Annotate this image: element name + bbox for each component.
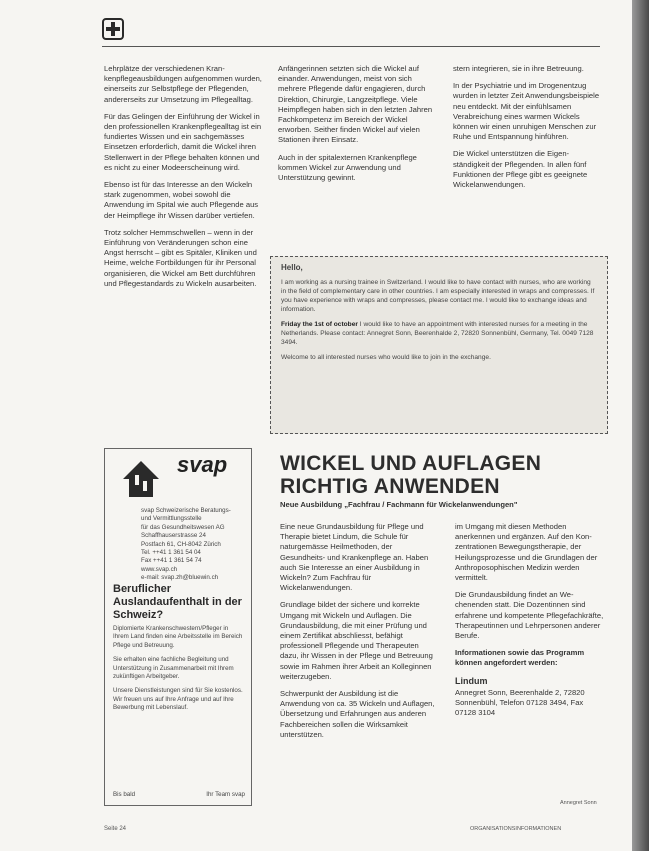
running-footer: ORGANISATIONSINFORMATIONEN [470, 826, 562, 832]
paragraph: stern integrieren, sie in ihre Betreuung. [453, 64, 584, 73]
notice-date: Friday the 1st of october [281, 321, 358, 328]
cross-logo-icon [102, 18, 124, 40]
paragraph: Auch in der spitalexternen Krankenpflege kommen Wickel zur Anwendung und Unterstützung gewinnt. [278, 152, 417, 183]
address-line: svap Schweizerische Beratungs- [141, 507, 231, 514]
ad-paragraph: Diplomierte Krankenschwestern/Pfleger in Ihrem Land finden eine Arbeitsstelle im Bereich Pflege und Betreuung. [113, 625, 243, 649]
paragraph: Schwerpunkt der Ausbildung ist die Anwendung von ca. 35 Wickeln und Auflagen, Übersetzung und Erfahrungen aus anderen Fachbereichen sollen die Wirksamkeit unterstützen. [280, 689, 435, 739]
notice-text: I would like to have an appointment with interested nurses for a meeting in the Netherlands. Please contact: Annegret Sonn, Beerenhalde 2, 72820 Sonnenbühl, Germany, Tel. 0049 7128 3494. [281, 321, 594, 346]
notice-greeting: Hello, [281, 263, 303, 272]
paragraph: Lehrplätze der verschiedenen Krankenpflegeausbildungen aufgenommen wurden, einerseits zur Selbstpflege der Pflegenden, andererseits zur Umsetzung im Pflegealltag. [104, 64, 262, 104]
contact-name: Lindum [455, 675, 488, 686]
paragraph: In der Psychiatrie und im Drogenentzug wurden in letzter Zeit Anwendungsbeispiele neu entdeckt. Mit der einfühlsamen Verabreichung eines warmen Wickels können wir einen unruhigen Menschen zur Ruhe und Entspannung hinführen. [453, 81, 600, 142]
book-gutter [632, 0, 649, 851]
address-line: für das Gesundheitswesen AG [141, 523, 225, 531]
address-line: Postfach 61, CH-8042 Zürich [141, 540, 221, 548]
paragraph: Grundlage bildet der sichere und korrekte Umgang mit Wickeln und Auflagen. Die Grundausbildung, die mit einer Prüfung und einem Zertifikat abschliesst, befähigt professionell Pflegende und Therapeuten dazu, ihr Wissen in der Pflege und Betreuung sowie im Rahmen ihrer Arbeit an Kolleginnen weiterzugeben. [280, 600, 433, 681]
paragraph: Für das Gelingen der Einführung der Wickel in den professionellen Krankenpflegealltag ist ein fundiertes Wissen und ein sachgemässes Einsetzen erforderlich, damit die Wickel ihren Stellenwert in der Pflege behalten können und es nicht zu einer Modeerscheinung wird. [104, 111, 262, 172]
svap-address [141, 507, 247, 583]
address-line: und Vermittlungsstelle [141, 515, 202, 523]
paragraph: Ebenso ist für das Interesse an den Wickeln stark zugenommen, wobei sowohl die Anwendung im Spital wie auch Pflegende aus der Heimpflege ihr Wissen darüber vertiefen. [104, 180, 259, 220]
text-column-3 [453, 64, 601, 197]
article-subhead: Neue Ausbildung „Fachfrau / Fachmann für Wickelanwendungen" [280, 500, 518, 509]
text-column-2 [278, 64, 436, 190]
notice-paragraph: Welcome to all interested nurses who would like to join in the exchange. [281, 354, 491, 361]
paragraph: Eine neue Grundausbildung für Pflege und Therapie bietet Lindum, die Schule für naturgemässe Heilmethoden, der Gesundheits- und Krankenpflege an. Haben auch Sie Interesse an einer Ausbildung in Wickeln? Zum Fachfrau für Wickelanwendungen. [280, 522, 429, 593]
ad-signature: Ihr Team svap [206, 790, 245, 798]
ad-footer [113, 791, 245, 799]
ad-paragraph: Unsere Dienstleistungen sind für Sie kostenlos. Wir freuen uns auf Ihre Anfrage und auf Ihre Bewerbung mit Lebenslauf. [113, 687, 243, 712]
article-headline: WICKEL UND AUFLAGEN RICHTIG ANWENDEN [280, 452, 542, 498]
address-line: www.svap.ch [141, 565, 178, 573]
address-line: Fax ++41 1 361 54 74 [141, 557, 202, 565]
address-line: Schaffhauserstrasse 24 [141, 532, 206, 540]
page-number: Seite 24 [104, 826, 127, 832]
notice-paragraph [281, 320, 597, 347]
ad-heading: Beruflicher Auslandaufenthalt in der Schweiz? [113, 583, 242, 621]
address-line: Tel. ++41 1 361 54 04 [141, 549, 201, 557]
ad-body [113, 625, 245, 719]
contact-address: Annegret Sonn, Beerenhalde 2, 72820 Sonnenbühl, Telefon 07128 3494, Fax 07128 3104 [455, 687, 585, 718]
svap-house-icon [121, 459, 161, 499]
paragraph: Anfängerinnen setzten sich die Wickel auf einander. Anwendungen, meist von sich mehrere Pflegende dafür engagieren, durch Direktion, Chirurgie, Langzeitpflege. Viele Heimpflegen haben sich in den letzten Jahren Fachkompetenz im Bereich der Wickel erworben. Seither finden Wickel auf vielen Stationen ihren Einsatz. [278, 64, 433, 145]
paragraph: im Umgang mit diesen Methoden anerkennen und ergänzen. Auf den Konzentrationen Bewegungstherapie, der Heilungsprozesse und die Grundlagen der Anthroposophischen Medizin werden vermittelt. [455, 522, 598, 583]
hello-notice-box [270, 256, 608, 434]
paragraph: Trotz solcher Hemmschwellen – wenn in der Einführung von Veränderungen schon eine Angst herrscht – gibt es Spitäler, Kliniken und Heime, welche Fortbildungen für ihr Personal organisieren, die Wickel am Bett durchführen und Pflegestandards zu Wickeln ausarbeiten. [104, 227, 257, 288]
paragraph: Informationen sowie das Programm können angefordert werden: [455, 648, 585, 668]
svap-advertisement [104, 448, 252, 806]
svap-logo-text: svap [177, 452, 228, 477]
notice-paragraph: I am working as a nursing trainee in Switzerland. I would like to have contact with nurses, who are working in the field of complementary care in other countries. I am especially interested in wraps and compresses. If you have experience with wraps and compresses, please contact me. I would like to exchange ideas and information. [281, 279, 595, 313]
paragraph: Die Wickel unterstützen die Eigenständigkeit der Pflegenden. In allen fünf Funktionen der Pflege gibt es geeignete Wickelanwendungen. [453, 149, 588, 190]
address-line: e-mail: svap.zh@bluewin.ch [141, 574, 219, 582]
header-rule [102, 46, 600, 47]
article-column-1 [280, 522, 438, 747]
paragraph: Die Grundausbildung findet an Wechenenden statt. Die Dozentinnen sind erfahrene und kompetente Pflegefachkräfte, Therapeutinnen und Lehrpersonen anderer Berufe. [455, 590, 604, 641]
ad-paragraph: Sie erhalten eine fachliche Begleitung und Unterstützung in Zusammenarbeit mit Ihrem zukünftigen Arbeitgeber. [113, 656, 234, 681]
text-column-1 [104, 64, 264, 296]
photo-credit: Annegret Sonn [560, 800, 597, 806]
article-column-2 [455, 522, 605, 725]
ad-signoff: Bis bald [113, 790, 136, 798]
